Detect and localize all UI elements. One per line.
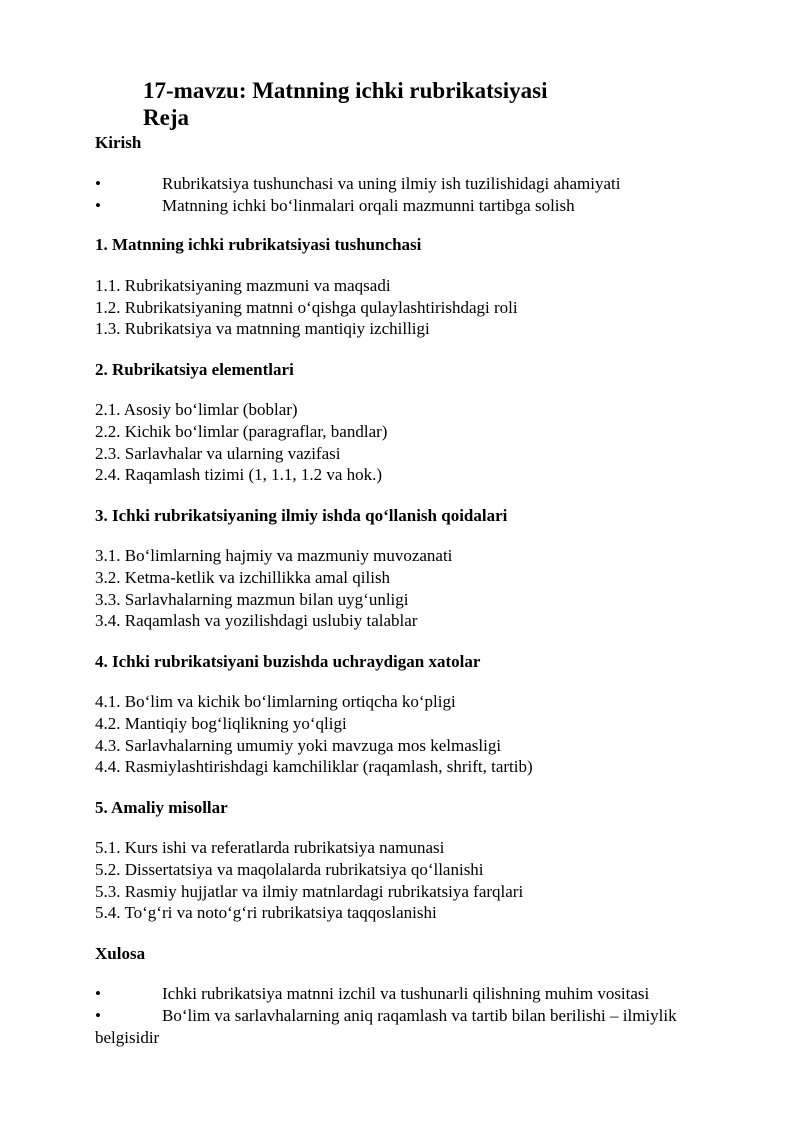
list-item: [95, 173, 735, 195]
list-item: 3.2. Ketma-ketlik va izchillikka amal qilish: [95, 568, 391, 587]
list-item: 2.4. Raqamlash tizimi (1, 1.1, 1.2 va hok.): [95, 465, 383, 484]
list-item: 1.1. Rubrikatsiyaning mazmuni va maqsadi: [95, 276, 391, 295]
bullet-text: Ichki rubrikatsiya matnni izchil va tushunarli qilishning muhim vositasi: [162, 984, 650, 1003]
bullet-icon: •: [95, 196, 101, 215]
conclusion-heading: Xulosa: [95, 944, 146, 963]
section-heading: 4. Ichki rubrikatsiyani buzishda uchraydigan xatolar: [95, 652, 481, 671]
list-item: 4.2. Mantiqiy bog‘liqlikning yo‘qligi: [95, 714, 347, 733]
list-item: 3.4. Raqamlash va yozilishdagi uslubiy talablar: [95, 611, 418, 630]
section-heading: 2. Rubrikatsiya elementlari: [95, 360, 294, 379]
list-item: [95, 983, 735, 1005]
bullet-text: Rubrikatsiya tushunchasi va uning ilmiy ish tuzilishidagi ahamiyati: [162, 174, 621, 193]
list-item: 3.3. Sarlavhalarning mazmun bilan uyg‘unligi: [95, 590, 409, 609]
list-item: 2.1. Asosiy bo‘limlar (boblar): [95, 400, 298, 419]
list-item: 5.2. Dissertatsiya va maqolalarda rubrikatsiya qo‘llanishi: [95, 860, 484, 879]
list-item: 4.1. Bo‘lim va kichik bo‘limlarning ortiqcha ko‘pligi: [95, 692, 456, 711]
section-heading: 3. Ichki rubrikatsiyaning ilmiy ishda qo‘llanish qoidalari: [95, 506, 508, 525]
list-item: 1.3. Rubrikatsiya va matnning mantiqiy izchilligi: [95, 319, 430, 338]
bullet-icon: •: [95, 984, 101, 1003]
section-heading: 5. Amaliy misollar: [95, 798, 228, 817]
list-item: 2.2. Kichik bo‘limlar (paragraflar, bandlar): [95, 422, 388, 441]
list-item: [95, 1005, 735, 1049]
section-heading: 1. Matnning ichki rubrikatsiyasi tushunchasi: [95, 235, 422, 254]
list-item: 1.2. Rubrikatsiyaning matnni o‘qishga qulaylashtirishdagi roli: [95, 298, 518, 317]
bullet-icon: •: [95, 174, 101, 193]
list-item: 5.1. Kurs ishi va referatlarda rubrikatsiya namunasi: [95, 838, 445, 857]
intro-heading: Kirish: [95, 133, 142, 152]
bullet-icon: •: [95, 1006, 101, 1025]
bullet-text: Bo‘lim va sarlavhalarning aniq raqamlash va tartib bilan berilishi – ilmiylik belgisidir: [95, 1006, 677, 1047]
list-item: 2.3. Sarlavhalar va ularning vazifasi: [95, 444, 341, 463]
list-item: 4.4. Rasmiylashtirishdagi kamchiliklar (raqamlash, shrift, tartib): [95, 757, 533, 776]
list-item: [95, 195, 735, 217]
document-subtitle: Reja: [143, 105, 189, 130]
list-item: 5.3. Rasmiy hujjatlar va ilmiy matnlardagi rubrikatsiya farqlari: [95, 882, 524, 901]
list-item: 3.1. Bo‘limlarning hajmiy va mazmuniy muvozanati: [95, 546, 453, 565]
bullet-text: Matnning ichki bo‘linmalari orqali mazmunni tartibga solish: [162, 196, 575, 215]
list-item: 4.3. Sarlavhalarning umumiy yoki mavzuga mos kelmasligi: [95, 736, 502, 755]
list-item: 5.4. To‘g‘ri va noto‘g‘ri rubrikatsiya taqqoslanishi: [95, 903, 437, 922]
document-title: 17-mavzu: Matnning ichki rubrikatsiyasi: [143, 78, 548, 103]
